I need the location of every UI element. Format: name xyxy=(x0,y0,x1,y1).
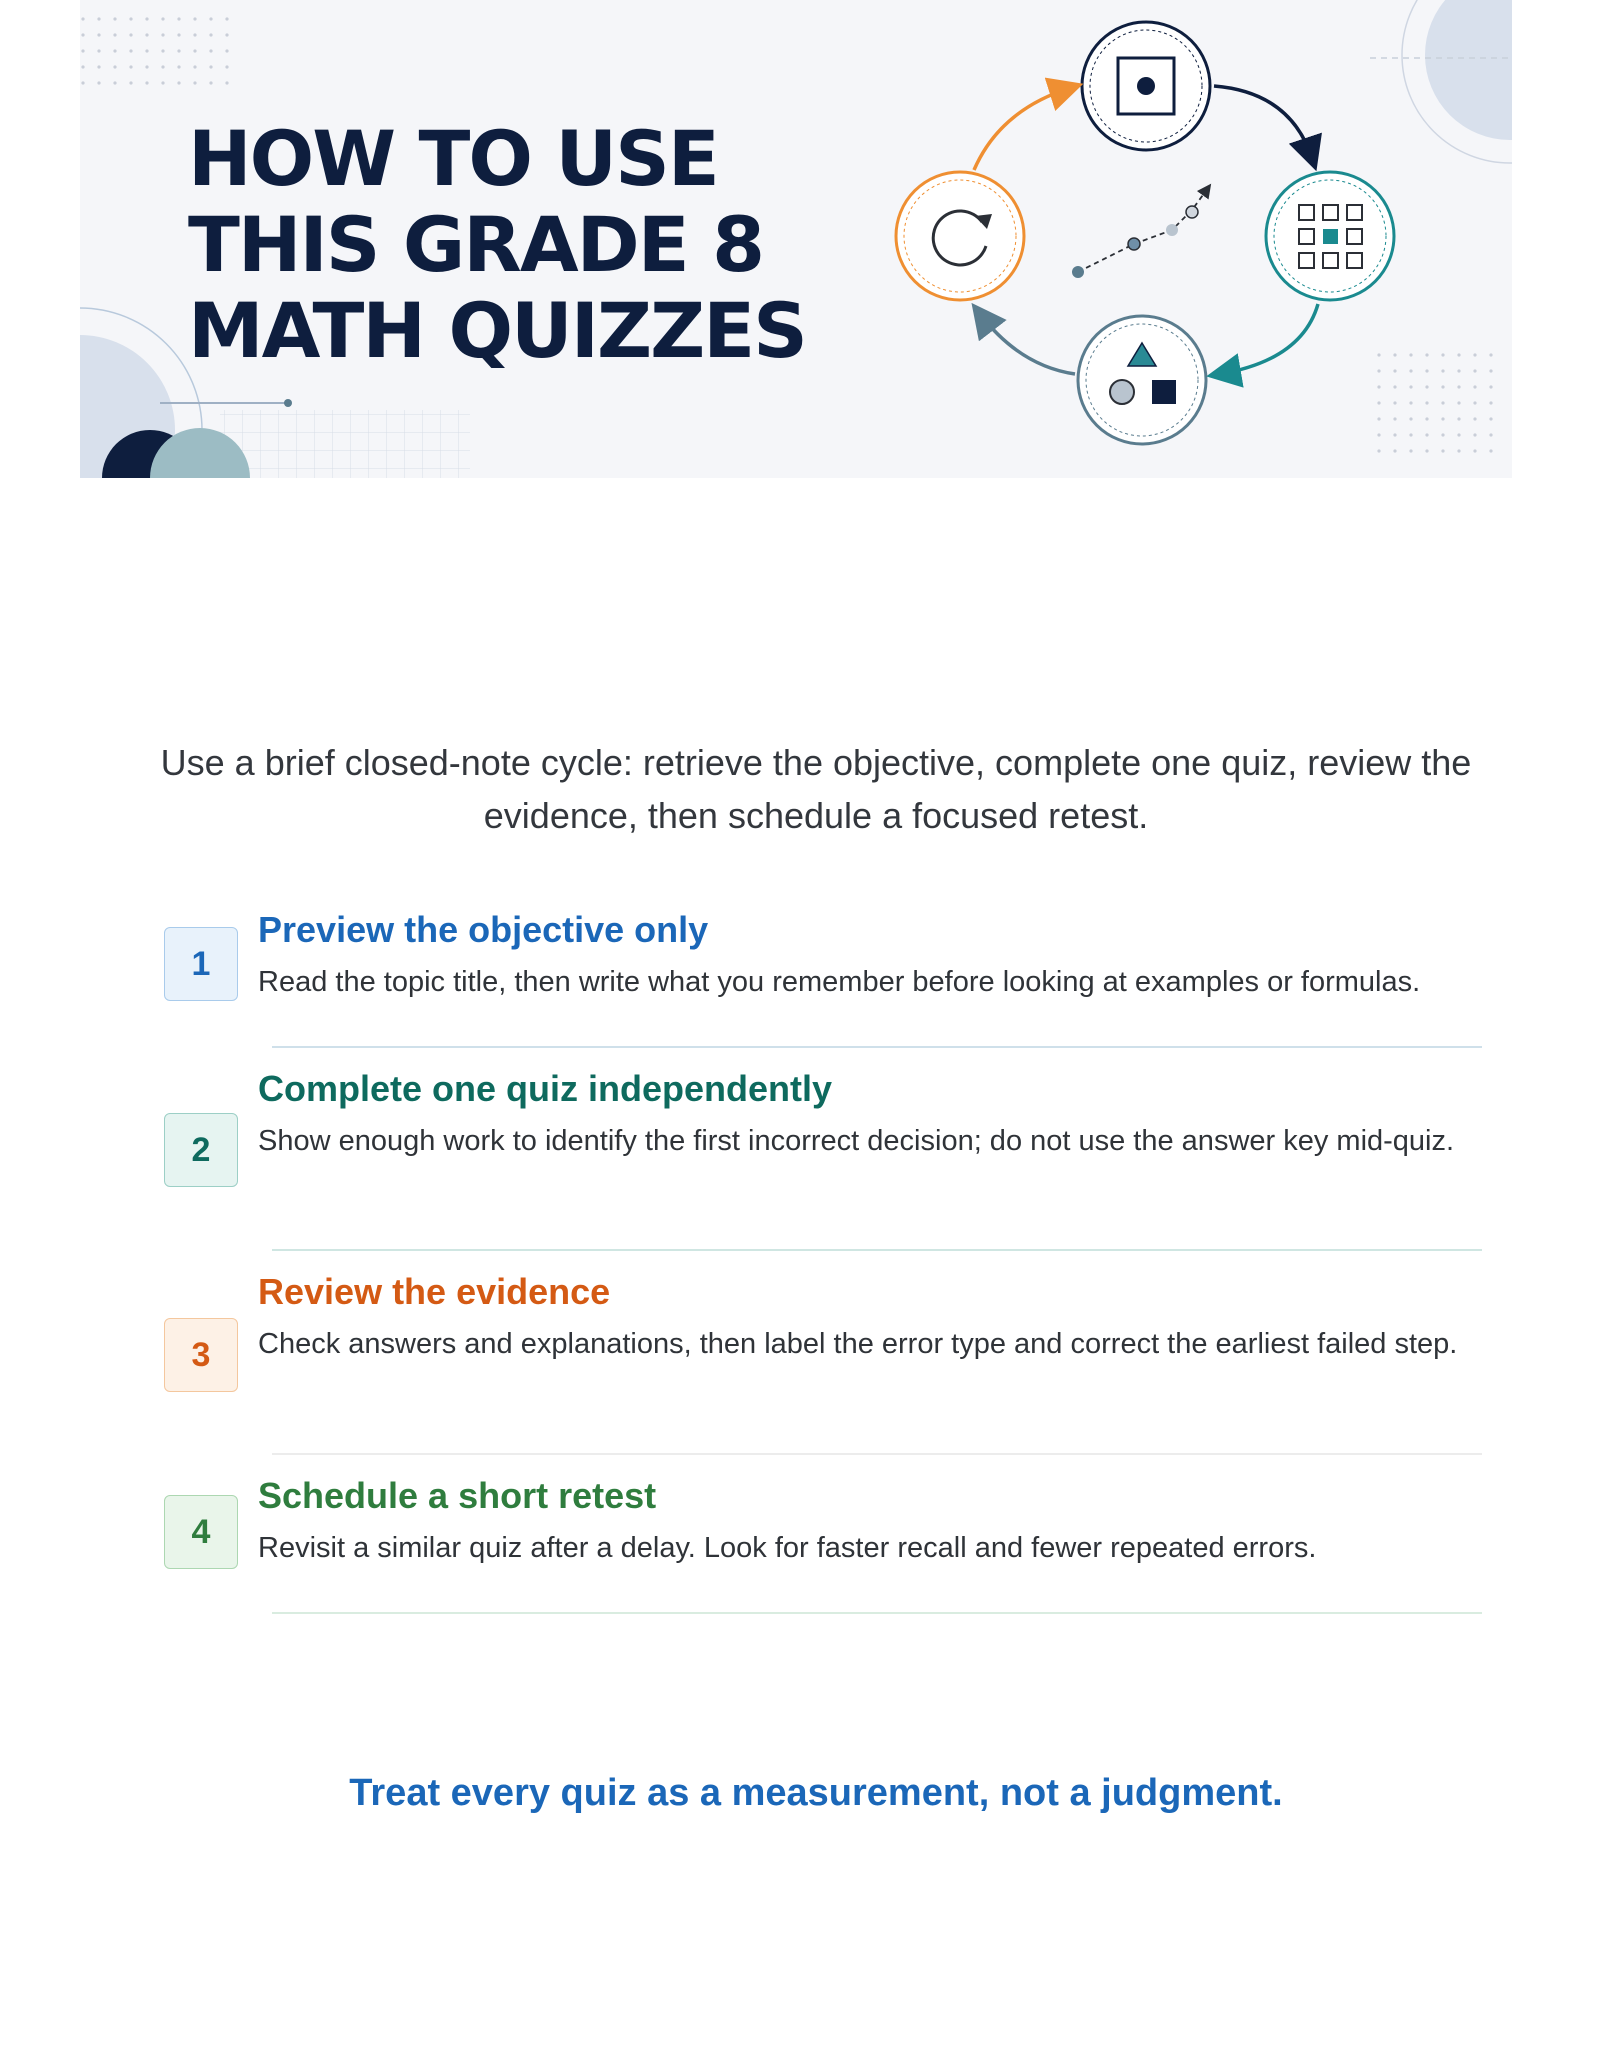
step-number-badge: 4 xyxy=(164,1495,238,1569)
step-description: Check answers and explanations, then label the error type and correct the earliest failed step. xyxy=(258,1328,1458,1360)
step-description: Revisit a similar quiz after a delay. Look for faster recall and fewer repeated errors. xyxy=(258,1532,1317,1564)
step-divider xyxy=(272,1046,1482,1048)
step-divider xyxy=(272,1249,1482,1251)
step-description: Show enough work to identify the first incorrect decision; do not use the answer key mid-quiz. xyxy=(258,1125,1455,1157)
progress-trend-icon xyxy=(1072,188,1208,278)
step-item xyxy=(258,1270,1483,1371)
closing-statement: Treat every quiz as a measurement, not a judgment. xyxy=(349,1772,1283,1814)
shapes-icon xyxy=(1078,316,1206,444)
step-number-badge: 2 xyxy=(164,1113,238,1187)
step-number-badge: 1 xyxy=(164,927,238,1001)
grid-icon xyxy=(1266,172,1394,300)
step-title: Complete one quiz independently xyxy=(258,1068,833,1109)
step-description: Read the topic title, then write what you remember before looking at examples or formulas. xyxy=(258,966,1421,998)
step-title: Schedule a short retest xyxy=(258,1475,657,1516)
header-banner xyxy=(80,0,1512,478)
step-number-badge: 3 xyxy=(164,1318,238,1392)
step-divider xyxy=(272,1612,1482,1614)
step-title: Preview the objective only xyxy=(258,909,709,950)
step-divider xyxy=(272,1453,1482,1455)
page-title: HOW TO USE THIS GRADE 8 MATH QUIZZES xyxy=(188,114,806,375)
step-item xyxy=(258,1067,1483,1168)
intro-text: Use a brief closed-note cycle: retrieve the objective, complete one quiz, review the evidence, then schedule a focused retest. xyxy=(160,742,1472,836)
step-item xyxy=(258,908,1483,1009)
target-square-icon xyxy=(1082,22,1210,150)
refresh-icon xyxy=(896,172,1024,300)
step-item xyxy=(258,1474,1483,1575)
step-title: Review the evidence xyxy=(258,1271,611,1312)
